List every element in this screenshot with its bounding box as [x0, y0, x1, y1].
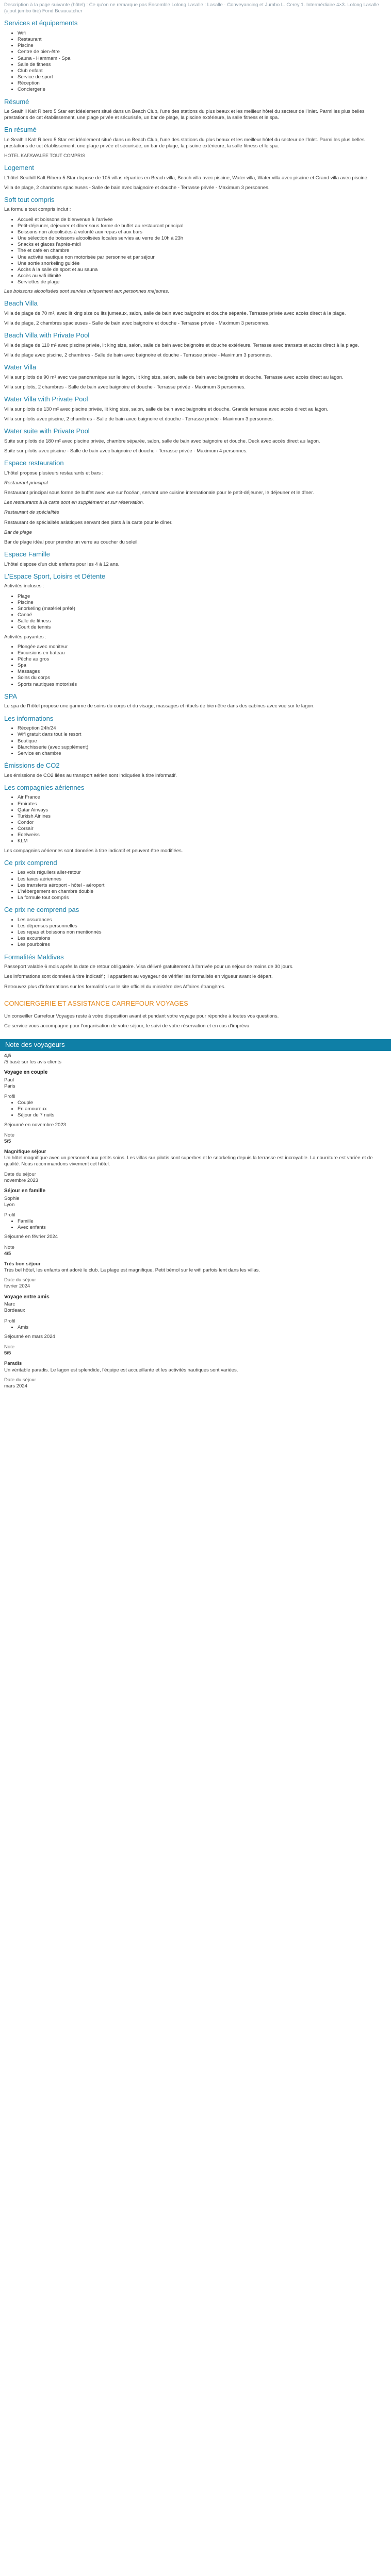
beach-villa-title: Beach Villa — [4, 299, 38, 308]
services-title: Services et équipements — [4, 19, 78, 27]
list-item: • Petit-déjeuner, déjeuner et dîner sous forme de buffet au restaurant principal — [18, 223, 387, 229]
review-heading: Séjour en famille — [4, 1188, 46, 1194]
co2-title: Émissions de CO2 — [4, 761, 60, 769]
logement-detail: Villa de plage, 2 chambres spacieuses - Salle de bain avec baignoire et douche - Terrasse privée - Maximum 3 personnes. — [4, 184, 270, 191]
formalites-title: Formalités Maldives — [4, 953, 64, 961]
spa-text: Le spa de l'hôtel propose une gamme de soins du corps et du visage, massages et rituels de bien-être dans des cabines avec vue sur le lagon. — [4, 703, 315, 709]
review-title: Magnifique séjour — [4, 1149, 46, 1155]
list-item: • Une sortie snorkeling guidée — [18, 261, 387, 267]
list-item: • Piscine — [18, 43, 387, 49]
review-from: Bordeaux — [4, 1308, 25, 1314]
review-rating-label: Note — [4, 1344, 15, 1350]
partenaires-list — [4, 794, 387, 844]
review-heading: Voyage en couple — [4, 1069, 48, 1075]
list-item: • Les transferts aéroport - hôtel - aéroport — [18, 883, 387, 889]
intro-text: Description à la page suivante (hôtel) : Ce qu'on ne remarque pas Ensemble Lolong Lasalle : Lasalle · Conveyancing et Jumbo L. Cerey 1. Intermédiaire 4×3. Lolong Lasalle (ajout jumbo tiré) Fond Beaucatcher — [4, 2, 379, 14]
list-item: • Réception 24h/24 — [18, 725, 387, 732]
review-title: Paradis — [4, 1361, 22, 1367]
resto-spec-text: Restaurant de spécialités asiatiques servant des plats à la carte pour le dîner. — [4, 519, 173, 526]
list-item: • Corsair — [18, 826, 387, 832]
noncompris-title: Ce prix ne comprend pas — [4, 906, 79, 914]
list-item: • Amis — [18, 1325, 387, 1331]
soft-title: Soft tout compris — [4, 195, 55, 204]
list-item: • Séjour de 7 nuits — [18, 1112, 387, 1118]
list-item: • Emirates — [18, 801, 387, 807]
resto-intro: L'hôtel propose plusieurs restaurants et bars : — [4, 470, 104, 476]
review-rating: 4/5 — [4, 1250, 11, 1257]
list-item: • Salle de fitness — [18, 62, 387, 68]
beach-pool-text: Villa de plage de 110 m² avec piscine privée, lit king size, salon, salle de bain avec baignoire et douche extérieure. Terrasse avec transats et accès direct à la plage. — [4, 343, 360, 349]
info-title: Les informations — [4, 714, 54, 722]
formalites-text3: Retrouvez plus d'informations sur les formalités sur le site officiel du ministère des Affaires étrangères. — [4, 984, 226, 990]
list-item: • Air France — [18, 794, 387, 801]
soft-intro: La formule tout compris inclut : — [4, 207, 71, 213]
list-item: • Accueil et boissons de bienvenue à l'arrivée — [18, 217, 387, 223]
beach-pool-detail: Villa de plage avec piscine, 2 chambres - Salle de bain avec baignoire et douche - Terrasse privée - Maximum 3 personnes. — [4, 352, 272, 359]
review-profile — [4, 1325, 387, 1331]
list-item: • Les repas et boissons non mentionnés — [18, 929, 387, 936]
list-item: • Les dépenses personnelles — [18, 923, 387, 929]
list-item: • Piscine — [18, 600, 387, 606]
list-item: • Massages — [18, 669, 387, 675]
list-item: • Les assurances — [18, 917, 387, 923]
review-from: Lyon — [4, 1201, 15, 1208]
hotel-name: HOTEL KAFAWALEE TOUT COMPRIS — [4, 153, 86, 159]
list-item: • Centre de bien-être — [18, 49, 387, 55]
review-date-label: Date du séjour — [4, 1377, 36, 1383]
review-profile-label: Profil — [4, 1093, 15, 1099]
review-date: mars 2024 — [4, 1383, 27, 1389]
list-item: • Sauna - Hammam - Spa — [18, 56, 387, 62]
water-pool-detail: Villa sur pilotis avec piscine, 2 chambres - Salle de bain avec baignoire et douche - Terrasse privée - Maximum 3 personnes. — [4, 416, 274, 422]
list-item: • Plage — [18, 594, 387, 600]
water-villa-detail: Villa sur pilotis, 2 chambres - Salle de bain avec baignoire et douche - Terrasse privée - Maximum 3 personnes. — [4, 384, 246, 391]
list-item: • La formule tout compris — [18, 895, 387, 901]
water-pool-text: Villa sur pilotis de 130 m² avec piscine privée, lit king size, salon, salle de bain avec baignoire et douche. Grande terrasse avec accès direct au lagon. — [4, 406, 329, 412]
formalites-text: Passeport valable 6 mois après la date de retour obligatoire. Visa délivré gratuitement à l'arrivée pour un séjour de moins de 30 jours. — [4, 964, 294, 970]
list-item: • En amoureux — [18, 1106, 387, 1112]
en-resume-title: En résumé — [4, 126, 37, 134]
review — [4, 1294, 387, 1390]
review-text: Très bel hôtel, les enfants ont adoré le club. La plage est magnifique. Petit bémol sur le wifi parfois lent dans les villas. — [4, 1267, 260, 1274]
review-title: Très bon séjour — [4, 1261, 41, 1267]
review-profile — [4, 1218, 387, 1231]
resto-spec: Restaurant de spécialités — [4, 510, 59, 516]
list-item: • Qatar Airways — [18, 807, 387, 814]
list-item: • Une activité nautique non motorisée par personne et par séjour — [18, 255, 387, 261]
list-item: • Salle de fitness — [18, 618, 387, 624]
list-item: • Boissons non alcoolisées à volonté aux repas et aux bars — [18, 229, 387, 235]
water-suite-detail: Suite sur pilotis avec piscine - Salle de bain avec baignoire et douche - Terrasse privée - Maximum 4 personnes. — [4, 448, 248, 454]
review-text: Un véritable paradis. Le lagon est splendide, l'équipe est accueillante et les activités nautiques sont variées. — [4, 1367, 238, 1373]
review-rating: 5/5 — [4, 1350, 11, 1357]
list-item: • Couple — [18, 1100, 387, 1106]
compris-title: Ce prix comprend — [4, 858, 57, 867]
list-item: • Snacks et glaces l'après-midi — [18, 242, 387, 248]
list-item: • Serviettes de plage — [18, 279, 387, 285]
review-date: février 2024 — [4, 1283, 30, 1290]
list-item: • Thé et café en chambre — [18, 248, 387, 254]
partenaires-note: Les compagnies aériennes sont données à titre indicatif et peuvent être modifiées. — [4, 848, 183, 854]
voyageurs-bar: Note des voyageurs — [0, 1039, 391, 1051]
beach-pool-title: Beach Villa with Private Pool — [4, 331, 90, 340]
review-date-label: Date du séjour — [4, 1277, 36, 1283]
info-list — [4, 725, 387, 757]
list-item: • Blanchisserie (avec supplément) — [18, 744, 387, 751]
list-item: • Excursions en bateau — [18, 650, 387, 656]
en-resume-text: Le Sealhill Kalt Ribero 5 Star est idéalement situé dans un Beach Club, l'une des stations du plus beaux et les meilleur hôtel du secteur de l'Inlet. Parmi les plus belles prestations de cet établissement, une plage privée et sécurisée, un bar de plage, la piscine extérieure, la salle fitness et le spa. — [4, 137, 365, 149]
list-item: • Sports nautiques motorisés — [18, 682, 387, 688]
resume-title: Résumé — [4, 97, 29, 106]
logement-text: L'hôtel Sealhill Kalt Ribero 5 Star dispose de 105 villas réparties en Beach villa, Beach villa avec piscine, Water villa, Water villa avec piscine et Grand villa avec piscine. — [4, 175, 369, 181]
list-item: • Spa — [18, 663, 387, 669]
list-item: • Restaurant — [18, 37, 387, 43]
review — [4, 1188, 387, 1290]
list-item: • L'hébergement en chambre double — [18, 889, 387, 895]
review-profile-label: Profil — [4, 1212, 15, 1218]
list-item: • KLM — [18, 838, 387, 844]
spa-title: SPA — [4, 692, 18, 700]
soft-note: Les boissons alcoolisées sont servies uniquement aux personnes majeures. — [4, 289, 170, 295]
review-stay: Séjourné en mars 2024 — [4, 1333, 55, 1340]
list-item: • Accès à la salle de sport et au sauna — [18, 267, 387, 273]
soft-list — [4, 217, 387, 286]
resto-note: Les restaurants à la carte sont en supplément et sur réservation. — [4, 500, 144, 506]
famille-text: L'hôtel dispose d'un club enfants pour les 4 à 12 ans. — [4, 561, 120, 567]
conciergerie-text1: Un conseiller Carrefour Voyages reste à votre disposition avant et pendant votre voyage pour répondre à toutes vos questions. — [4, 1013, 279, 1019]
list-item: • Wifi gratuit dans tout le resort — [18, 732, 387, 738]
review — [4, 1070, 387, 1184]
review-who: Marc — [4, 1301, 15, 1308]
services-list — [4, 30, 387, 93]
resto-main-text: Restaurant principal sous forme de buffet avec vue sur l'océan, servant une cuisine internationale pour le petit-déjeuner, le déjeuner et le dîner. — [4, 490, 314, 496]
review-from: Paris — [4, 1083, 15, 1089]
conciergerie-title: CONCIERGERIE ET ASSISTANCE CARREFOUR VOYAGES — [4, 999, 188, 1007]
list-item: • Boutique — [18, 738, 387, 744]
sport-title: L'Espace Sport, Loisirs et Détente — [4, 572, 106, 580]
partenaires-title: Les compagnies aériennes — [4, 783, 85, 791]
beach-villa-text: Villa de plage de 70 m², avec lit king size ou lits jumeaux, salon, salle de bain avec baignoire et douche séparée. Terrasse privée avec accès direct à la plage. — [4, 311, 346, 317]
list-item: • Soins du corps — [18, 675, 387, 681]
conciergerie-text2: Ce service vous accompagne pour l'organisation de votre séjour, le suivi de votre réservation et en cas d'imprévu. — [4, 1023, 251, 1029]
list-item: • Conciergerie — [18, 87, 387, 93]
famille-title: Espace Famille — [4, 550, 50, 558]
water-pool-title: Water Villa with Private Pool — [4, 395, 88, 403]
review-profile-label: Profil — [4, 1318, 15, 1324]
resume-text: Le Sealhill Kalt Ribero 5 Star est idéalement situé dans un Beach Club, l'une des stations du plus beaux et les meilleur hôtel du secteur de l'Inlet. Parmi les plus belles prestations de cet établissement, une plage privée et sécurisée, un bar de plage, la piscine extérieure, la salle fitness et le spa. — [4, 109, 365, 121]
list-item: • Les vols réguliers aller-retour — [18, 870, 387, 876]
list-item: • Snorkeling (matériel prêté) — [18, 606, 387, 612]
list-item: • Canoë — [18, 612, 387, 618]
water-villa-title: Water Villa — [4, 363, 37, 371]
list-item: • Edelweiss — [18, 832, 387, 838]
review-rating-label: Note — [4, 1244, 15, 1250]
list-item: • Accès au wifi illimité — [18, 273, 387, 279]
co2-text: Les émissions de CO2 liées au transport aérien sont indiquées à titre informatif. — [4, 772, 177, 778]
list-item: • Pêche au gros — [18, 656, 387, 663]
review-date-label: Date du séjour — [4, 1171, 36, 1177]
rating-value: 4,5 — [4, 1053, 11, 1059]
list-item: • Les excursions — [18, 936, 387, 942]
list-item: • Turkish Airlines — [18, 814, 387, 820]
beach-villa-detail: Villa de plage, 2 chambres spacieuses - Salle de bain avec baignoire et douche - Terrasse privée - Maximum 3 personnes. — [4, 320, 270, 327]
noncompris-list — [4, 917, 387, 948]
logement-title: Logement — [4, 163, 34, 172]
list-item: • Les pourboires — [18, 942, 387, 948]
review-profile — [4, 1100, 387, 1118]
resto-bar: Bar de plage — [4, 529, 32, 535]
resto-main: Restaurant principal — [4, 480, 48, 486]
list-item: • Wifi — [18, 30, 387, 37]
list-item: • Plongée avec moniteur — [18, 644, 387, 650]
list-item: • Court de tennis — [18, 624, 387, 631]
sport-list — [4, 594, 387, 631]
review-date: novembre 2023 — [4, 1177, 39, 1183]
formalites-text2: Les informations sont données à titre indicatif ; il appartient au voyageur de vérifier les formalités en vigueur avant le départ. — [4, 974, 273, 980]
review-stay: Séjourné en février 2024 — [4, 1234, 58, 1240]
list-item: • Famille — [18, 1218, 387, 1225]
sport-payant-intro: Activités payantes : — [4, 634, 46, 640]
list-item: • Club enfant — [18, 68, 387, 74]
review-who: Paul — [4, 1077, 14, 1083]
review-who: Sophie — [4, 1195, 20, 1201]
review-stay: Séjourné en novembre 2023 — [4, 1122, 66, 1128]
sport-payant-list — [4, 644, 387, 688]
resto-bar-text: Bar de plage idéal pour prendre un verre au coucher du soleil. — [4, 539, 139, 545]
voyageurs-section — [0, 1051, 391, 1395]
resto-title: Espace restauration — [4, 459, 64, 467]
review-heading: Voyage entre amis — [4, 1294, 50, 1300]
compris-list — [4, 870, 387, 901]
review-text: Un hôtel magnifique avec un personnel aux petits soins. Les villas sur pilotis sont superbes et le snorkeling depuis la terrasse est incroyable. La nourriture est variée et de qualité. Nous recommandons vivement cet hôtel. — [4, 1155, 373, 1167]
list-item: • Les taxes aériennes — [18, 876, 387, 883]
list-item: • Condor — [18, 820, 387, 826]
water-suite-text: Suite sur pilotis de 180 m² avec piscine privée, chambre séparée, salon, salle de bain avec baignoire et douche. Deck avec accès direct au lagon. — [4, 438, 320, 444]
sport-intro: Activités incluses : — [4, 583, 44, 589]
review-rating-label: Note — [4, 1132, 15, 1138]
rating-of: /5 basé sur les avis clients — [4, 1059, 61, 1065]
list-item: • Service en chambre — [18, 751, 387, 757]
water-suite-title: Water suite with Private Pool — [4, 427, 90, 435]
list-item: • Avec enfants — [18, 1225, 387, 1231]
list-item: • Une sélection de boissons alcoolisées locales servies au verre de 10h à 23h — [18, 235, 387, 242]
list-item: • Réception — [18, 80, 387, 87]
review-rating: 5/5 — [4, 1138, 11, 1144]
list-item: • Service de sport — [18, 74, 387, 80]
water-villa-text: Villa sur pilotis de 90 m² avec vue panoramique sur le lagon, lit king size, salon, salle de bain avec baignoire et douche. Terrasse avec accès direct au lagon. — [4, 374, 344, 380]
